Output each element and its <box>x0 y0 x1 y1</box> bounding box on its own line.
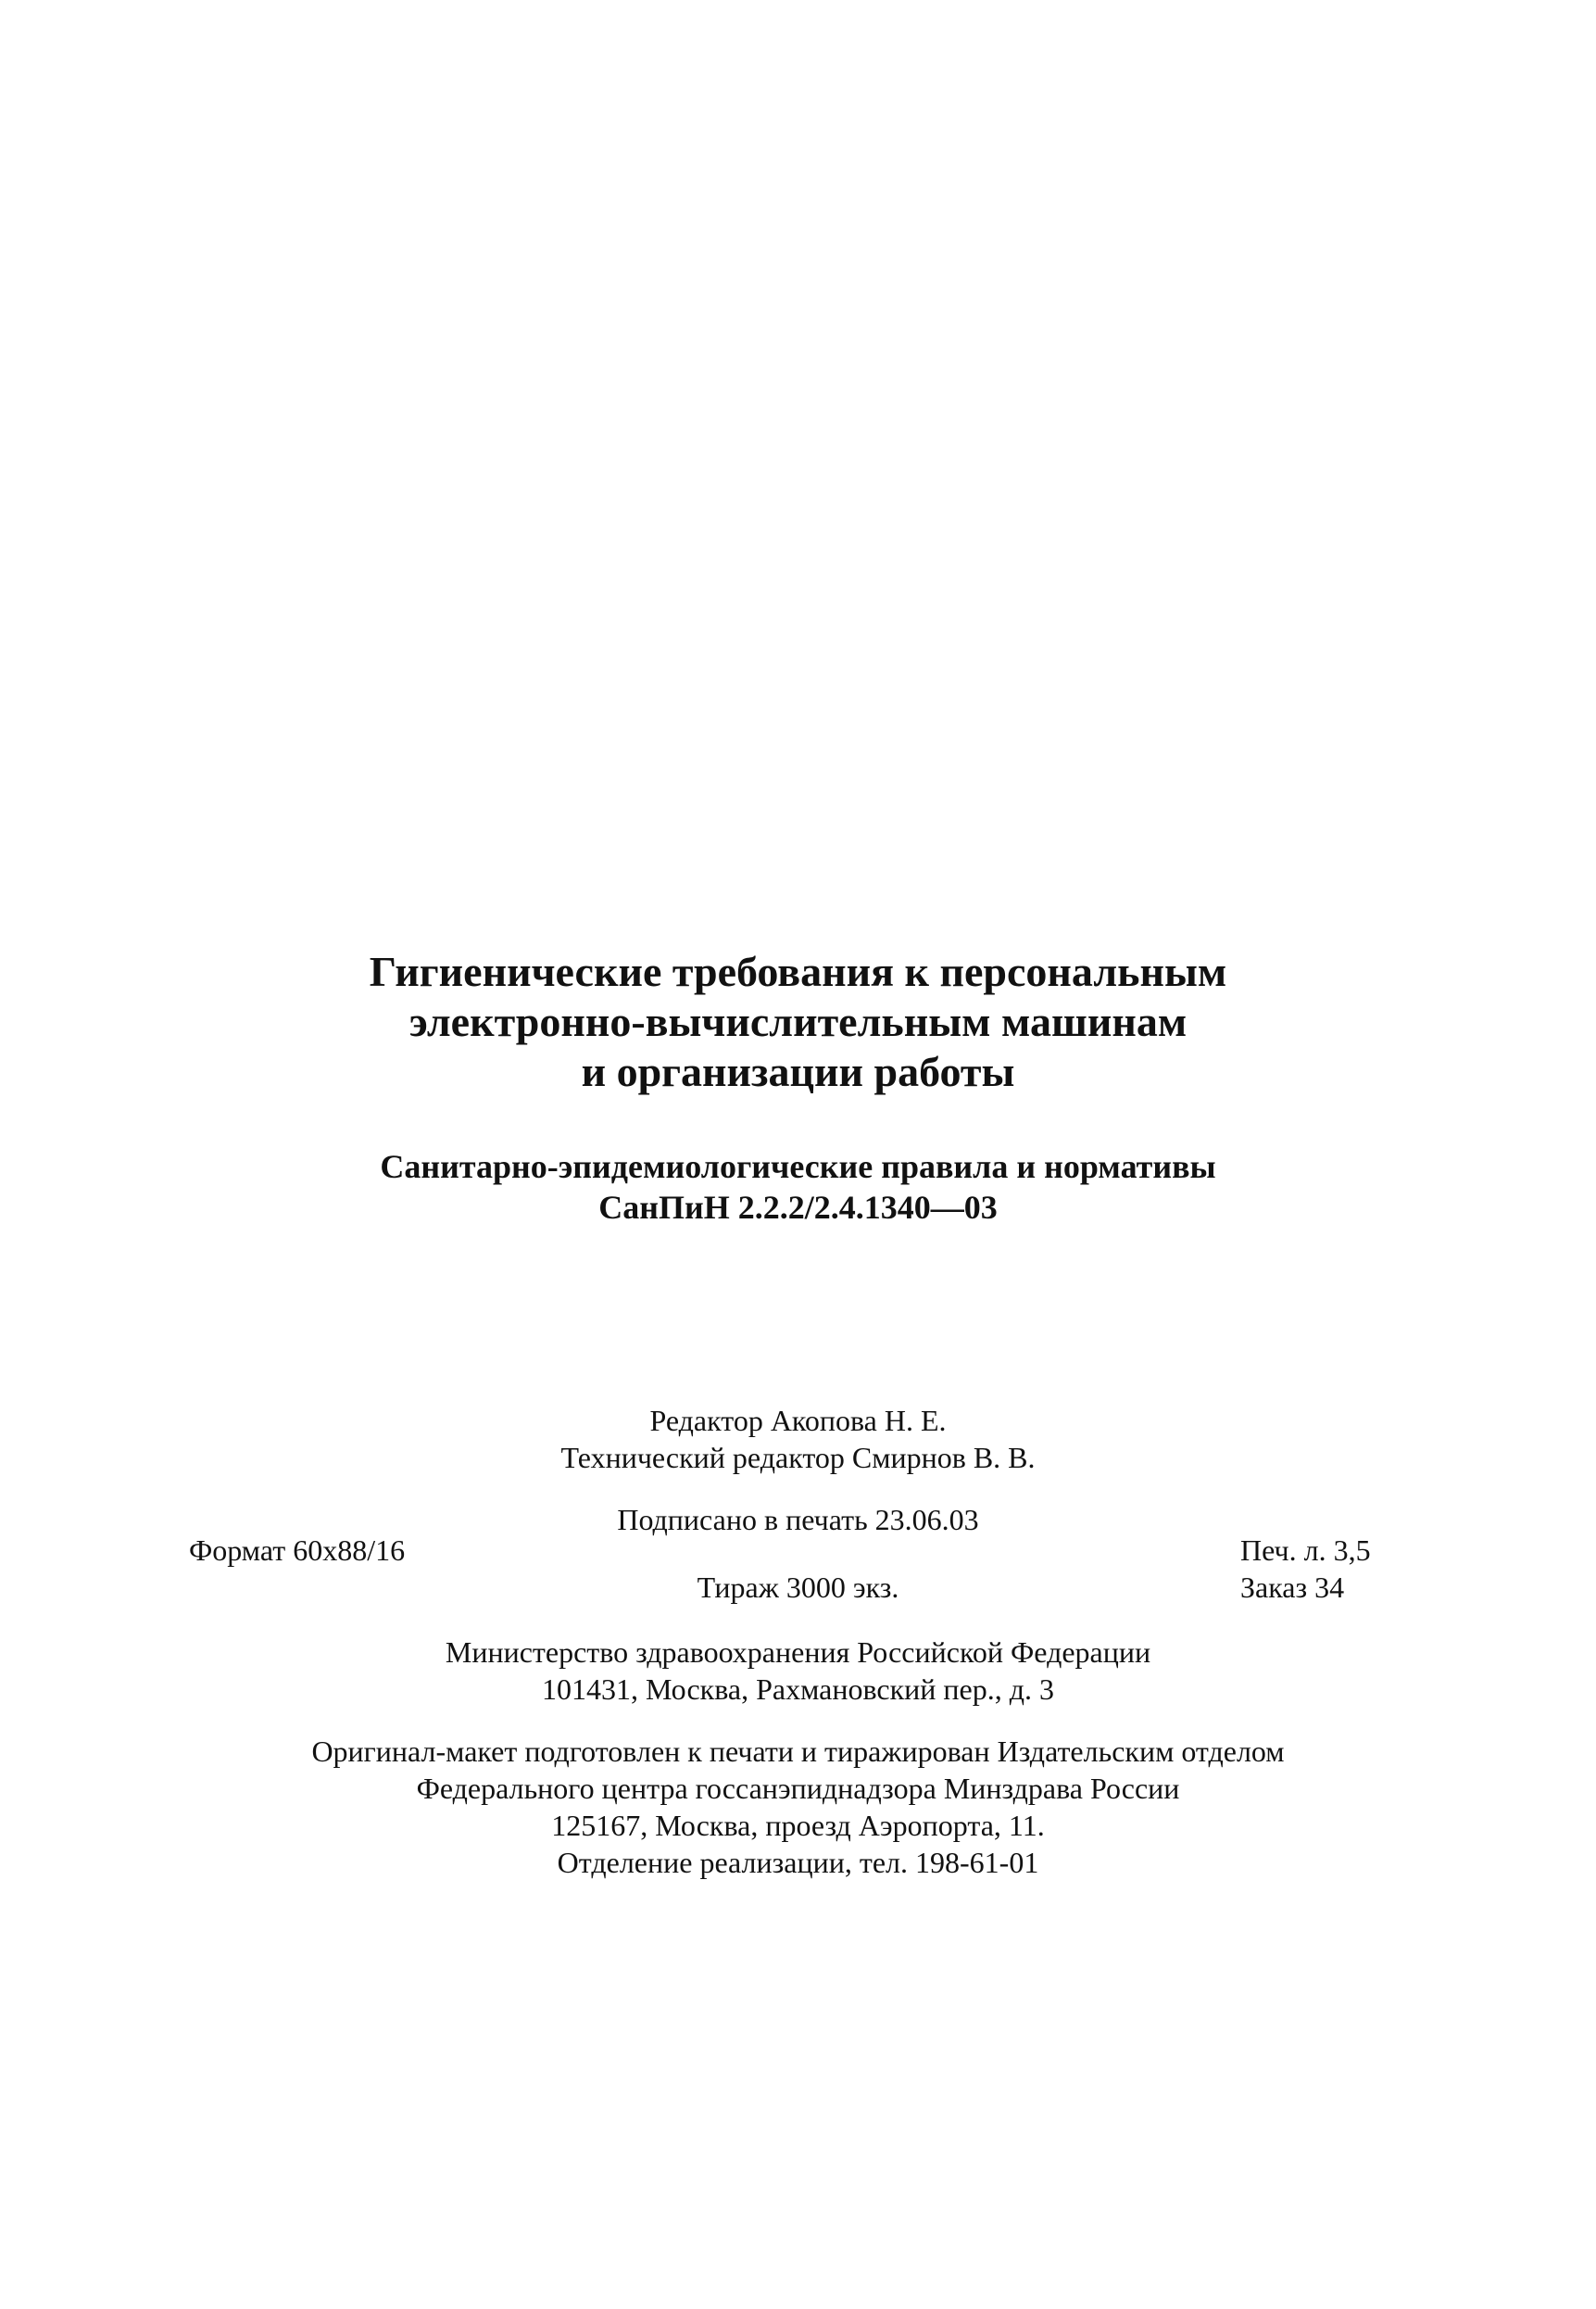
publisher-line-1: Министерство здравоохранения Российской Федерации <box>445 1635 1151 1669</box>
circulation-line: Тираж 3000 экз. <box>697 1571 899 1604</box>
printer-line-3: 125167, Москва, проезд Аэропорта, 11. <box>551 1809 1045 1842</box>
editor-line: Редактор Акопова Н. Е. <box>649 1404 947 1437</box>
order-line: Заказ 34 <box>1240 1571 1345 1604</box>
printer-line-1: Оригинал-макет подготовлен к печати и тиражирован Издательским отделом <box>311 1735 1285 1768</box>
format-line: Формат 60x88/16 <box>189 1533 406 1567</box>
printer-line-4: Отделение реализации, тел. 198-61-01 <box>557 1846 1039 1879</box>
tech-editor-line: Технический редактор Смирнов В. В. <box>560 1441 1036 1474</box>
signed-line: Подписано в печать 23.06.03 <box>617 1503 979 1536</box>
sheets-line: Печ. л. 3,5 <box>1240 1533 1371 1567</box>
title-line-2: электронно-вычислительным машинам <box>408 998 1188 1045</box>
title-line-3: и организации работы <box>581 1048 1015 1095</box>
subtitle-line-2: СанПиН 2.2.2/2.4.1340—03 <box>598 1189 998 1226</box>
printer-line-2: Федерального центра госсанэпиднадзора Минздрава России <box>416 1772 1180 1805</box>
publisher-line-2: 101431, Москва, Рахмановский пер., д. 3 <box>542 1672 1054 1706</box>
subtitle-line-1: Санитарно-эпидемиологические правила и нормативы <box>380 1148 1216 1185</box>
title-line-1: Гигиенические требования к персональным <box>369 948 1227 995</box>
